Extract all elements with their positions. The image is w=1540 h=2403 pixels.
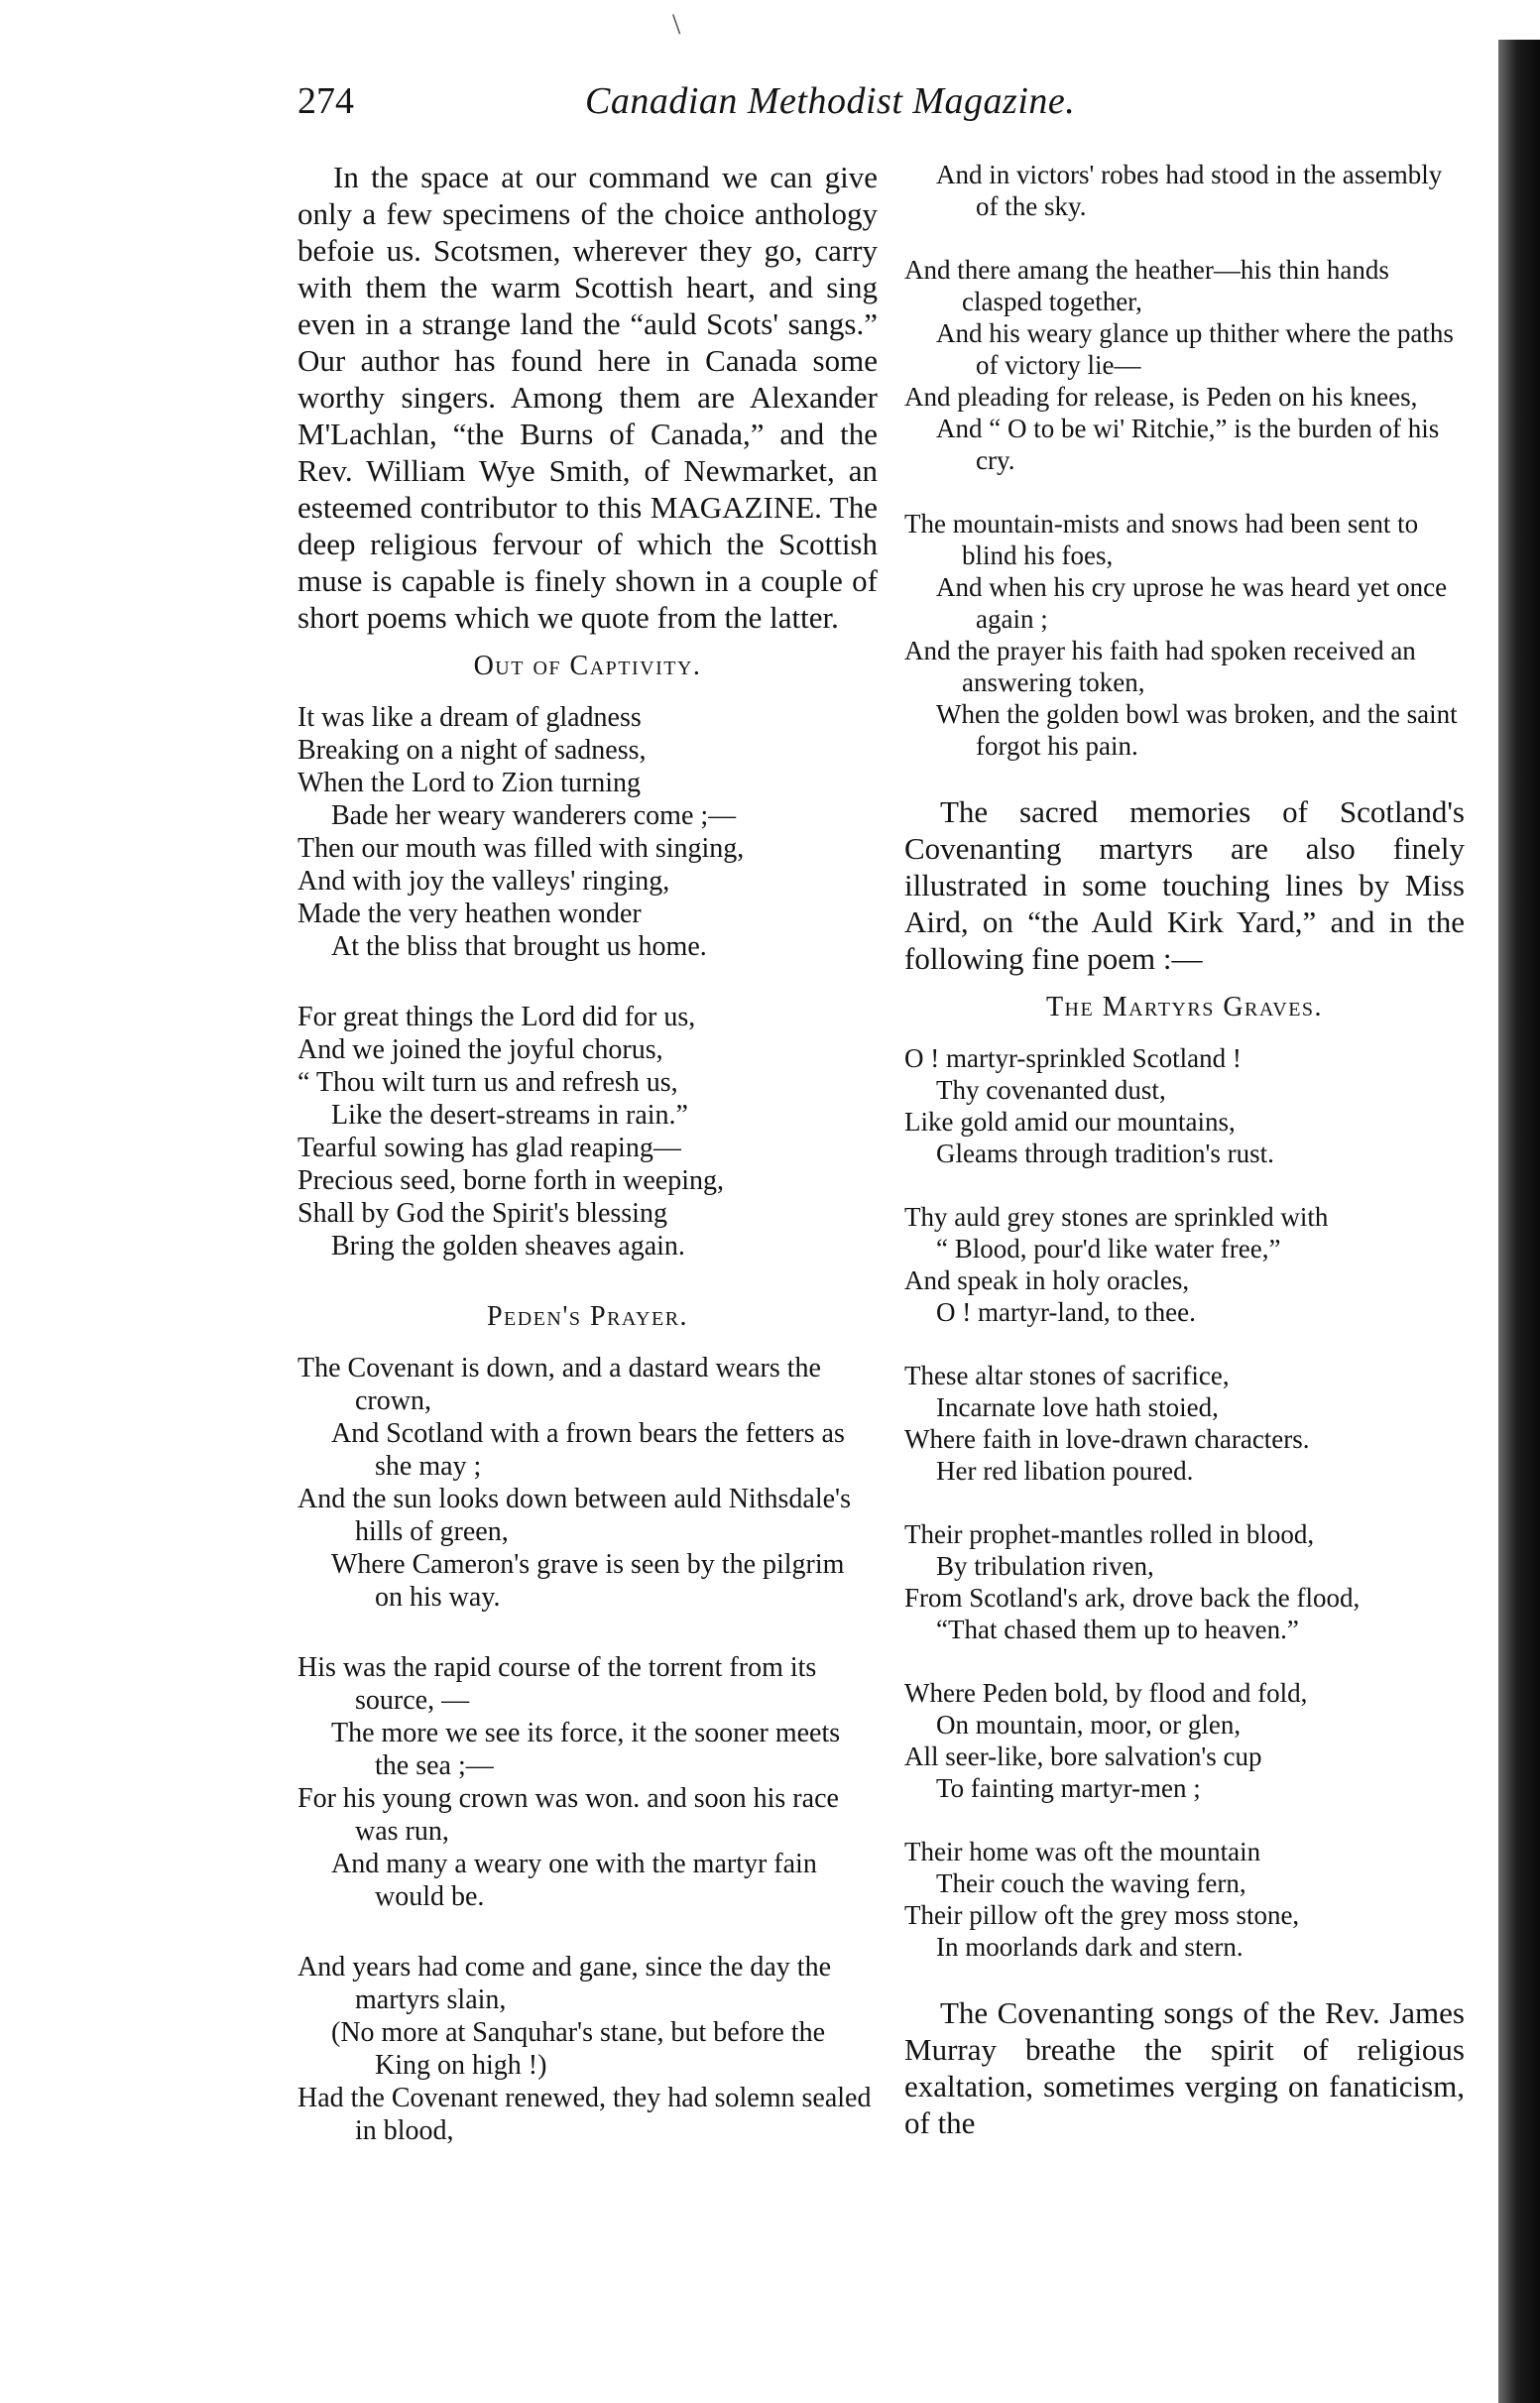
poem-stanza	[297, 1651, 878, 1913]
poem-stanza	[297, 1352, 878, 1614]
poem-title-pedens-prayer: Peden's Prayer.	[486, 1301, 689, 1332]
poem-line: “ Thou wilt turn us and refresh us,	[297, 1067, 678, 1098]
poem-line: Thy auld grey stones are sprinkled with	[904, 1202, 1329, 1232]
poem-line: Like the desert-streams in rain.”	[331, 1100, 688, 1131]
poem-line: By tribulation riven,	[936, 1551, 1154, 1581]
poem-line: Their pillow oft the grey moss stone,	[904, 1900, 1300, 1930]
poem-stanza	[904, 254, 1465, 476]
poem-line: And speak in holy oracles,	[904, 1265, 1190, 1295]
poem-line: The more we see its force, it the sooner meets the sea ;—	[331, 1718, 841, 1781]
poem-line: Their home was oft the mountain	[904, 1837, 1261, 1866]
poem-line: All seer-like, bore salvation's cup	[904, 1742, 1262, 1771]
poem-line: When the golden bowl was broken, and the saint forgot his pain.	[936, 699, 1458, 761]
poem-line: Like gold amid our mountains,	[904, 1107, 1236, 1137]
poem-line: Had the Covenant renewed, they had solemn sealed in blood,	[297, 2083, 872, 2146]
poem-stanza	[904, 508, 1465, 762]
poem-line: And we joined the joyful chorus,	[297, 1034, 663, 1065]
poem-line: “That chased them up to heaven.”	[936, 1615, 1299, 1644]
poem-line: And Scotland with a frown bears the fetters as she may ;	[331, 1418, 845, 1482]
poem-stanza	[904, 1677, 1465, 1804]
poem-line: The mountain-mists and snows had been sent to blind his foes,	[904, 509, 1419, 570]
poem-line: To fainting martyr-men ;	[936, 1773, 1201, 1803]
poem-line: Shall by God the Spirit's blessing	[297, 1198, 667, 1229]
poem-line: And “ O to be wi' Ritchie,” is the burden of his cry.	[936, 414, 1440, 475]
poem-line: Bade her weary wanderers come ;—	[331, 800, 737, 831]
poem-line: “ Blood, pour'd like water free,”	[936, 1234, 1281, 1263]
poem-line: Incarnate love hath stoied,	[936, 1392, 1219, 1422]
poem-pedens-prayer-continued	[904, 159, 1465, 762]
poem-line: And the sun looks down between auld Nithsdale's hills of green,	[297, 1484, 851, 1547]
poem-stanza	[904, 1360, 1465, 1487]
poem-line: For great things the Lord did for us,	[297, 1002, 696, 1032]
poem-stanza	[904, 1518, 1465, 1645]
poem-line: And in victors' robes had stood in the assembly of the sky.	[936, 160, 1443, 221]
martyrs-intro-paragraph: The sacred memories of Scotland's Covenanting martyrs are also finely illustrated in some touching lines by Miss Aird, on “the Auld Kirk Yard,” and in the following fine poem :—	[904, 794, 1465, 976]
poem-line: Where Cameron's grave is seen by the pilgrim on his way.	[331, 1549, 845, 1613]
poem-line: It was like a dream of gladness	[297, 702, 642, 733]
poem-line: Their prophet-mantles rolled in blood,	[904, 1519, 1315, 1549]
poem-stanza	[904, 1836, 1465, 1963]
poem-stanza	[297, 1951, 878, 2147]
poem-line: At the bliss that brought us home.	[331, 931, 707, 962]
intro-paragraph: In the space at our command we can give only a few specimens of the choice anthology befoie us. Scotsmen, wherever they go, carry with them the warm Scottish heart, and sing even in a strange land the “auld Scots' sangs.” Our author has found here in Canada some worthy singers. Among them are Alexander M'Lachlan, “the Burns of Canada,” and the Rev. William Wye Smith, of Newmarket, an esteemed contributor to this MAGAZINE. The deep religious fervour of which the Scottish muse is capable is finely shown in a couple of short poems which we quote from the latter.	[297, 160, 878, 635]
poem-title-out-of-captivity: Out of Captivity.	[473, 651, 702, 681]
poem-out-of-captivity	[297, 701, 878, 1262]
poem-line: Where faith in love-drawn characters.	[904, 1424, 1310, 1454]
poem-line: And pleading for release, is Peden on his knees,	[904, 382, 1418, 412]
closing-paragraph: The Covenanting songs of the Rev. James Murray breathe the spirit of religious exaltation, sometimes verging on fanaticism, of the	[904, 1995, 1465, 2140]
poem-line: And his weary glance up thither where the paths of victory lie—	[936, 318, 1454, 380]
poem-line: O ! martyr-sprinkled Scotland !	[904, 1043, 1242, 1073]
poem-line: And there amang the heather—his thin hands clasped together,	[904, 255, 1389, 316]
poem-line: O ! martyr-land, to thee.	[936, 1297, 1196, 1327]
poem-line: Then our mouth was filled with singing,	[297, 833, 745, 864]
poem-line: These altar stones of sacrifice,	[904, 1361, 1230, 1390]
poem-line: Where Peden bold, by flood and fold,	[904, 1678, 1308, 1708]
poem-line: And the prayer his faith had spoken received an answering token,	[904, 636, 1416, 697]
poem-line: Breaking on a night of sadness,	[297, 735, 647, 766]
poem-martyrs-graves	[904, 1042, 1465, 1963]
page-number: 274	[297, 80, 354, 122]
poem-line: And when his cry uprose he was heard yet once again ;	[936, 572, 1448, 634]
poem-line: Gleams through tradition's rust.	[936, 1139, 1274, 1168]
poem-stanza	[297, 701, 878, 963]
poem-title-martyrs-graves: The Martyrs Graves.	[1045, 992, 1324, 1022]
poem-pedens-prayer	[297, 1352, 878, 2147]
page-header	[297, 71, 1388, 131]
poem-line: For his young crown was won. and soon his race was run,	[297, 1783, 839, 1847]
margin-mark: \	[672, 8, 681, 41]
poem-line: Made the very heathen wonder	[297, 899, 642, 929]
poem-line: Her red libation poured.	[936, 1456, 1194, 1486]
poem-stanza	[297, 1001, 878, 1262]
poem-line: The Covenant is down, and a dastard wears the crown,	[297, 1353, 821, 1416]
poem-line: (No more at Sanquhar's stane, but before the King on high !)	[331, 2017, 825, 2081]
poem-line: Their couch the waving fern,	[936, 1868, 1246, 1898]
poem-stanza	[904, 159, 1465, 222]
left-column	[297, 159, 878, 2185]
poem-line: On mountain, moor, or glen,	[936, 1710, 1242, 1740]
poem-stanza	[904, 1201, 1465, 1328]
poem-line: His was the rapid course of the torrent from its source, —	[297, 1652, 817, 1716]
poem-line: Bring the golden sheaves again.	[331, 1231, 685, 1262]
poem-stanza	[904, 1042, 1465, 1169]
poem-line: Precious seed, borne forth in weeping,	[297, 1165, 724, 1196]
running-title: Canadian Methodist Magazine.	[585, 80, 1076, 122]
right-column	[904, 159, 1465, 2149]
poem-line: In moorlands dark and stern.	[936, 1932, 1244, 1962]
poem-line: Tearful sowing has glad reaping—	[297, 1133, 681, 1163]
page-binding-edge	[1498, 40, 1540, 2403]
poem-line: And years had come and gane, since the day the martyrs slain,	[297, 1952, 832, 2015]
poem-line: From Scotland's ark, drove back the flood,	[904, 1583, 1361, 1613]
poem-line: And with joy the valleys' ringing,	[297, 866, 670, 897]
poem-line: And many a weary one with the martyr fain would be.	[331, 1849, 817, 1912]
poem-line: Thy covenanted dust,	[936, 1075, 1166, 1105]
poem-line: When the Lord to Zion turning	[297, 768, 642, 798]
